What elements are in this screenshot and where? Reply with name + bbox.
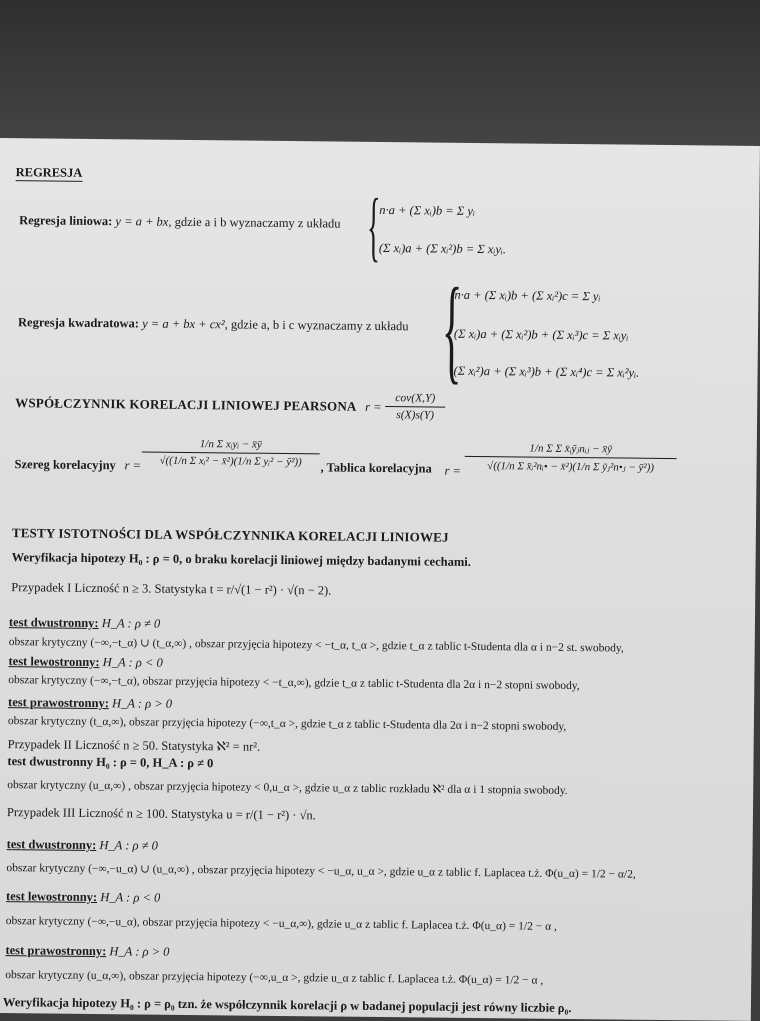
case1-two-sided — [9, 616, 160, 630]
case3-right-sided — [5, 944, 169, 958]
case1-left-sided-region: obszar krytyczny (−∞,−t_α), obszar przyjęcia hipotezy < −t_α,∞), gdzie t_α z tablic t-Studenta dla 2α i n−2 stopni swobody, — [8, 674, 580, 693]
pearson-numerator: cov(X,Y) — [395, 392, 436, 405]
hypothesis-gt: H_A : ρ > 0 — [109, 944, 170, 959]
linear-label: Regresja liniowa: — [19, 213, 113, 229]
tests-heading: TESTY ISTOTNOŚCI DLA WSPÓŁCZYNNIKA KORELACJI LINIOWEJ — [11, 525, 449, 545]
case3-right-sided-region: obszar krytyczny (u_α,∞), obszar przyjęcia hipotezy (−∞,u_α >, gdzie u_α z tablic f. Laplacea t.ż. Φ(u_α) = 1/2 − α , — [5, 969, 544, 987]
right-sided-label: test prawostronny: — [8, 695, 109, 711]
series-fraction — [142, 438, 320, 469]
series-numerator: 1/n Σ xᵢyᵢ − x̄ȳ — [199, 438, 262, 451]
pearson-denominator: s(X)s(Y) — [396, 409, 435, 422]
case-2: Przypadek II Liczność n ≥ 50. Statystyka ℵ² = nr². — [7, 737, 261, 754]
linear-regression-line — [19, 214, 341, 230]
regresja-heading: REGRESJA — [15, 165, 83, 180]
verification-2: Weryfikacja hipotezy H₀ : ρ = ρ₀ tzn. że współczynnik korelacji ρ w badanej populacji jest równy liczbie ρ₀. — [2, 995, 572, 1016]
fraction-bar — [385, 406, 445, 408]
case1-two-sided-region: obszar krytyczny (−∞,−t_α) ∪ (t_α,∞) , obszar przyjęcia hipotezy < −t_α, t_α >, gdzie t_α z tablic t-Studenta dla α i n−2 st. swobody, — [8, 636, 624, 655]
series-r-label: r = — [124, 458, 142, 473]
two-sided-label: test dwustronny: — [6, 837, 97, 853]
two-sided-label: test dwustronny: — [8, 615, 99, 631]
case3-two-sided-region: obszar krytyczny (−∞,−u_α) ∪ (u_α,∞) , obszar przyjęcia hipotezy < −u_α, u_α >, gdzie u_α z tablic f. Laplacea t.ż. Φ(u_α) = 1/2 − α/2, — [6, 862, 636, 881]
document-page — [0, 138, 760, 1021]
linear-system-brace: { — [366, 181, 381, 269]
left-sided-label: test lewostronny: — [5, 889, 98, 905]
table-label: , Tablica korelacyjna — [320, 460, 432, 476]
quad-equation-3: (Σ xᵢ²)a + (Σ xᵢ³)b + (Σ xᵢ⁴)c = Σ xᵢ²yᵢ. — [453, 363, 640, 380]
linear-text: gdzie a i b wyznaczamy z układu — [174, 214, 341, 231]
case3-left-sided — [6, 890, 160, 904]
hypothesis-gt: H_A : ρ > 0 — [111, 696, 173, 711]
case2-region: obszar krytyczny (u_α,∞) , obszar przyjęcia hipotezy < 0,u_α >, gdzie u_α z tablic rozkładu ℵ² dla α i 1 stopnia swobody. — [7, 779, 568, 797]
case1-right-sided — [8, 696, 172, 710]
case1-left-sided — [8, 655, 162, 669]
quad-system-brace: { — [441, 263, 463, 395]
table-fraction — [465, 441, 677, 474]
linear-equation-2: (Σ xᵢ)a + (Σ xᵢ²)b = Σ xᵢyᵢ. — [378, 240, 507, 257]
series-denominator: √((1/n Σ xᵢ² − x̄²)(1/n Σ yᵢ² − ȳ²)) — [159, 454, 302, 469]
case-3: Przypadek III Liczność n ≥ 100. Statystyka u = r/(1 − r²) · √n. — [6, 805, 316, 823]
hypothesis-neq: H_A : ρ ≠ 0 — [101, 616, 161, 631]
linear-formula: y = a + bx, — [115, 214, 172, 229]
pearson-heading: WSPÓŁCZYNNIK KORELACJI LINIOWEJ PEARSONA — [15, 395, 357, 414]
quad-formula: y = a + bx + cx², — [142, 316, 228, 332]
table-denominator: √((1/n Σ x̄ᵢ²nᵢ• − x̄²)(1/n Σ ȳⱼ²n•ⱼ − ȳ²)) — [487, 460, 655, 474]
case3-left-sided-region: obszar krytyczny (−∞,−u_α), obszar przyjęcia hipotezy < −u_α,∞), gdzie u_α z tablic f. Laplacea t.ż. Φ(u_α) = 1/2 − α , — [5, 915, 557, 933]
quad-equation-2: (Σ xᵢ)a + (Σ xᵢ²)b + (Σ xᵢ³)c = Σ xᵢyᵢ — [453, 326, 629, 343]
quad-text: gdzie a, b i c wyznaczamy z układu — [230, 317, 409, 334]
hypothesis-neq: H_A : ρ ≠ 0 — [99, 838, 158, 853]
quadratic-regression-line — [18, 316, 409, 333]
table-numerator: 1/n Σ Σ x̄ᵢȳⱼnᵢⱼ − x̄ȳ — [529, 442, 613, 456]
case1-right-sided-region: obszar krytyczny (t_α,∞), obszar przyjęcia hipotezy (−∞,t_α >, gdzie t_α z tablic t-Studenta dla 2α i n−2 stopni swobody, — [7, 715, 567, 733]
right-sided-label: test prawostronny: — [5, 943, 107, 959]
case3-two-sided — [7, 838, 158, 852]
left-sided-label: test lewostronny: — [8, 654, 100, 670]
pearson-r-label: r = — [365, 399, 382, 415]
hypothesis-lt: H_A : ρ < 0 — [102, 655, 163, 670]
background-desk — [0, 0, 760, 150]
quad-label: Regresja kwadratowa: — [17, 315, 140, 331]
series-label: Szereg korelacyjny — [14, 457, 116, 473]
table-r-label: r = — [444, 463, 462, 478]
case-1: Przypadek I Liczność n ≥ 3. Statystyka t = r/√(1 − r²) · √(n − 2). — [11, 580, 332, 598]
hypothesis-lt: H_A : ρ < 0 — [100, 890, 161, 905]
case2-test: test dwustronny H₀ : ρ = 0, H_A : ρ ≠ 0 — [7, 754, 214, 771]
verification-1: Weryfikacja hipotezy H₀ : ρ = 0, o braku korelacji liniowej między badanymi cechami. — [11, 550, 471, 569]
linear-equation-1: n·a + (Σ xᵢ)b = Σ yᵢ — [379, 202, 476, 218]
quad-equation-1: n·a + (Σ xᵢ)b + (Σ xᵢ²)c = Σ yᵢ — [454, 287, 601, 304]
pearson-fraction — [385, 392, 445, 422]
